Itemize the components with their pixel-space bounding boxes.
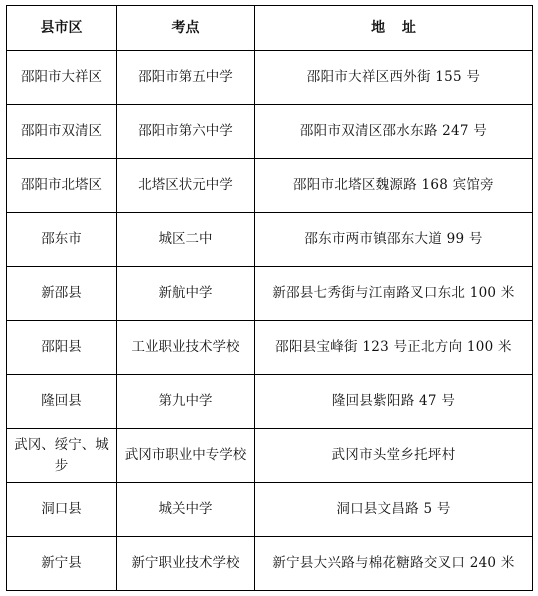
cell-site: 新航中学 [117,267,255,321]
cell-site: 城区二中 [117,213,255,267]
cell-address: 新邵县七秀街与江南路叉口东北 100 米 [255,267,533,321]
cell-address: 隆回县紫阳路 47 号 [255,375,533,429]
exam-venue-table [6,5,533,591]
table-row [7,429,533,483]
header-site: 考点 [117,6,255,51]
cell-site: 城关中学 [117,483,255,537]
exam-venue-sheet [6,5,532,589]
cell-county: 武冈、绥宁、城步 [7,429,117,483]
cell-address: 新宁县大兴路与棉花糖路交叉口 240 米 [255,537,533,591]
cell-county: 邵阳市北塔区 [7,159,117,213]
cell-site: 武冈市职业中专学校 [117,429,255,483]
table-header-row [7,6,533,51]
cell-address: 邵阳市北塔区魏源路 168 宾馆旁 [255,159,533,213]
table-row [7,375,533,429]
table-row [7,105,533,159]
cell-county: 洞口县 [7,483,117,537]
cell-county: 邵阳市大祥区 [7,51,117,105]
table-row [7,321,533,375]
cell-site: 新宁职业技术学校 [117,537,255,591]
cell-county: 邵阳市双清区 [7,105,117,159]
cell-site: 邵阳市第五中学 [117,51,255,105]
table-row [7,483,533,537]
cell-address: 洞口县文昌路 5 号 [255,483,533,537]
cell-county: 隆回县 [7,375,117,429]
cell-address: 邵东市两市镇邵东大道 99 号 [255,213,533,267]
table-row [7,537,533,591]
cell-county: 邵阳县 [7,321,117,375]
cell-county: 邵东市 [7,213,117,267]
header-address: 地址 [255,6,533,51]
table-row [7,267,533,321]
cell-address: 邵阳县宝峰街 123 号正北方向 100 米 [255,321,533,375]
cell-county: 新宁县 [7,537,117,591]
cell-address: 武冈市头堂乡托坪村 [255,429,533,483]
table-row [7,159,533,213]
cell-site: 第九中学 [117,375,255,429]
cell-address: 邵阳市双清区邵水东路 247 号 [255,105,533,159]
cell-address: 邵阳市大祥区西外街 155 号 [255,51,533,105]
cell-site: 邵阳市第六中学 [117,105,255,159]
table-row [7,213,533,267]
cell-site: 工业职业技术学校 [117,321,255,375]
header-county: 县市区 [7,6,117,51]
table-row [7,51,533,105]
cell-site: 北塔区状元中学 [117,159,255,213]
cell-county: 新邵县 [7,267,117,321]
